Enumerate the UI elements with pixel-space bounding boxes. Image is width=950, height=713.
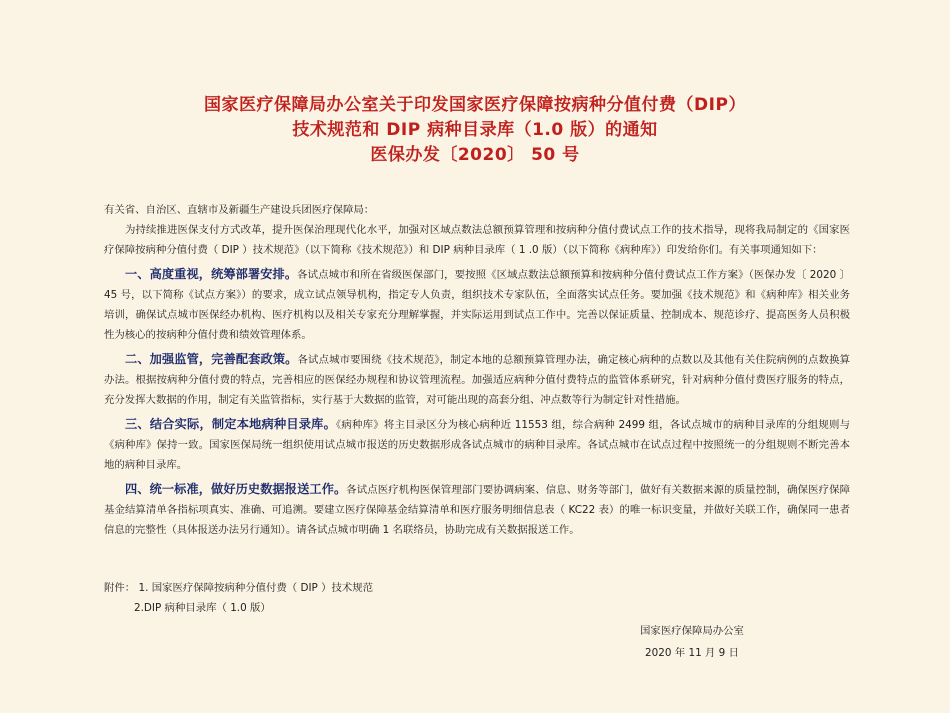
attachments-label: 附件： — [104, 582, 136, 594]
section-2 — [104, 349, 850, 410]
issue-date: 2020 年 11 月 9 日 — [645, 647, 739, 659]
document-number: 医保办发〔2020〕 50 号 — [370, 145, 580, 165]
section-4-text: 各试点医疗机构医保管理部门要协调病案、信息、财务等部门，做好有关数据来源的质量控制，确保医疗保障基金结算清单各指标项真实、准确、可追溯。要建立医疗保障基金结算清单和医疗服务明细信息表（ KC22 表）的唯一标识变量，并做好关联工作，确保同一患者信息的完整性（具体报送办法另行通知）。请各试点城市明确 1 名联络员，协助完成有关数据报送工作。 — [104, 484, 850, 536]
section-2-heading: 二、加强监管，完善配套政策。 — [125, 352, 298, 366]
attachments — [104, 578, 373, 618]
section-1-text: 各试点城市和所在省级医保部门，要按照《区域点数法总额预算和按病种分值付费试点工作方案》（医保办发〔 2020 〕 45 号，以下简称《试点方案》）的要求，成立试点领导机构，指定专人负责，组织技术专家队伍，全面落实试点任务。要加强《技术规范》和《病种库》相关业务培训，确保试点城市医保经办机构、医疗机构以及相关专家充分理解掌握，并实际运用到试点工作中。完善以保证质量、控制成本、规范诊疗、提高医务人员积极性为核心的按病种分值付费和绩效管理体系。 — [104, 269, 851, 341]
title-line-2: 技术规范和 DIP 病种目录库（1.0 版）的通知 — [292, 120, 658, 140]
attachment-item-1: 1. 国家医疗保障按病种分值付费（ DIP ）技术规范 — [138, 582, 374, 594]
signature-block — [612, 620, 772, 664]
document-title — [0, 93, 950, 168]
section-1 — [104, 264, 850, 345]
section-3 — [104, 414, 850, 475]
attachment-row-1 — [104, 578, 373, 598]
section-1-heading: 一、高度重视，统筹部署安排。 — [125, 267, 298, 281]
attachment-item-2: 2.DIP 病种目录库（ 1.0 版） — [134, 602, 271, 614]
section-4 — [104, 479, 850, 540]
intro-paragraph: 为持续推进医保支付方式改革，提升医保治理现代化水平，加强对区域点数法总额预算管理和按病种分值付费试点工作的技术指导，现将我局制定的《国家医疗保障按病种分值付费（ DIP ）技术规范》（以下简称《技术规范》）和 DIP 病种目录库（ 1 .0 版）（以下简称《病种库》）印发给你们。有关事项通知如下： — [104, 224, 850, 256]
issuing-office: 国家医疗保障局办公室 — [640, 625, 744, 637]
section-2-text: 各试点城市要围绕《技术规范》，制定本地的总额预算管理办法，确定核心病种的点数以及其他有关住院病例的点数换算办法。根据按病种分值付费的特点，完善相应的医保经办规程和协议管理流程。加强适应病种分值付费特点的监管体系研究，针对病种分值付费医疗服务的特点，充分发挥大数据的作用，制定有关监管指标，实行基于大数据的监管，对可能出现的高套分组、冲点数等行为制定针对性措施。 — [104, 354, 851, 406]
section-3-text: 《病种库》将主目录区分为核心病种近 11553 组，综合病种 2499 组，各试点城市的病种目录库的分组规则与《病种库》保持一致。国家医保局统一组织使用试点城市报送的历史数据形成各试点城市的病种目录库。各试点城市在试点过程中按照统一的分组规则不断完善本地的病种目录库。 — [104, 419, 850, 471]
document-body — [104, 220, 850, 544]
section-4-heading: 四、统一标准，做好历史数据报送工作。 — [125, 482, 347, 496]
title-line-1: 国家医疗保障局办公室关于印发国家医疗保障按病种分值付费（DIP） — [204, 95, 746, 115]
section-3-heading: 三、结合实际，制定本地病种目录库。 — [125, 417, 336, 431]
salutation: 有关省、自治区、直辖市及新疆生产建设兵团医疗保障局： — [104, 204, 375, 216]
